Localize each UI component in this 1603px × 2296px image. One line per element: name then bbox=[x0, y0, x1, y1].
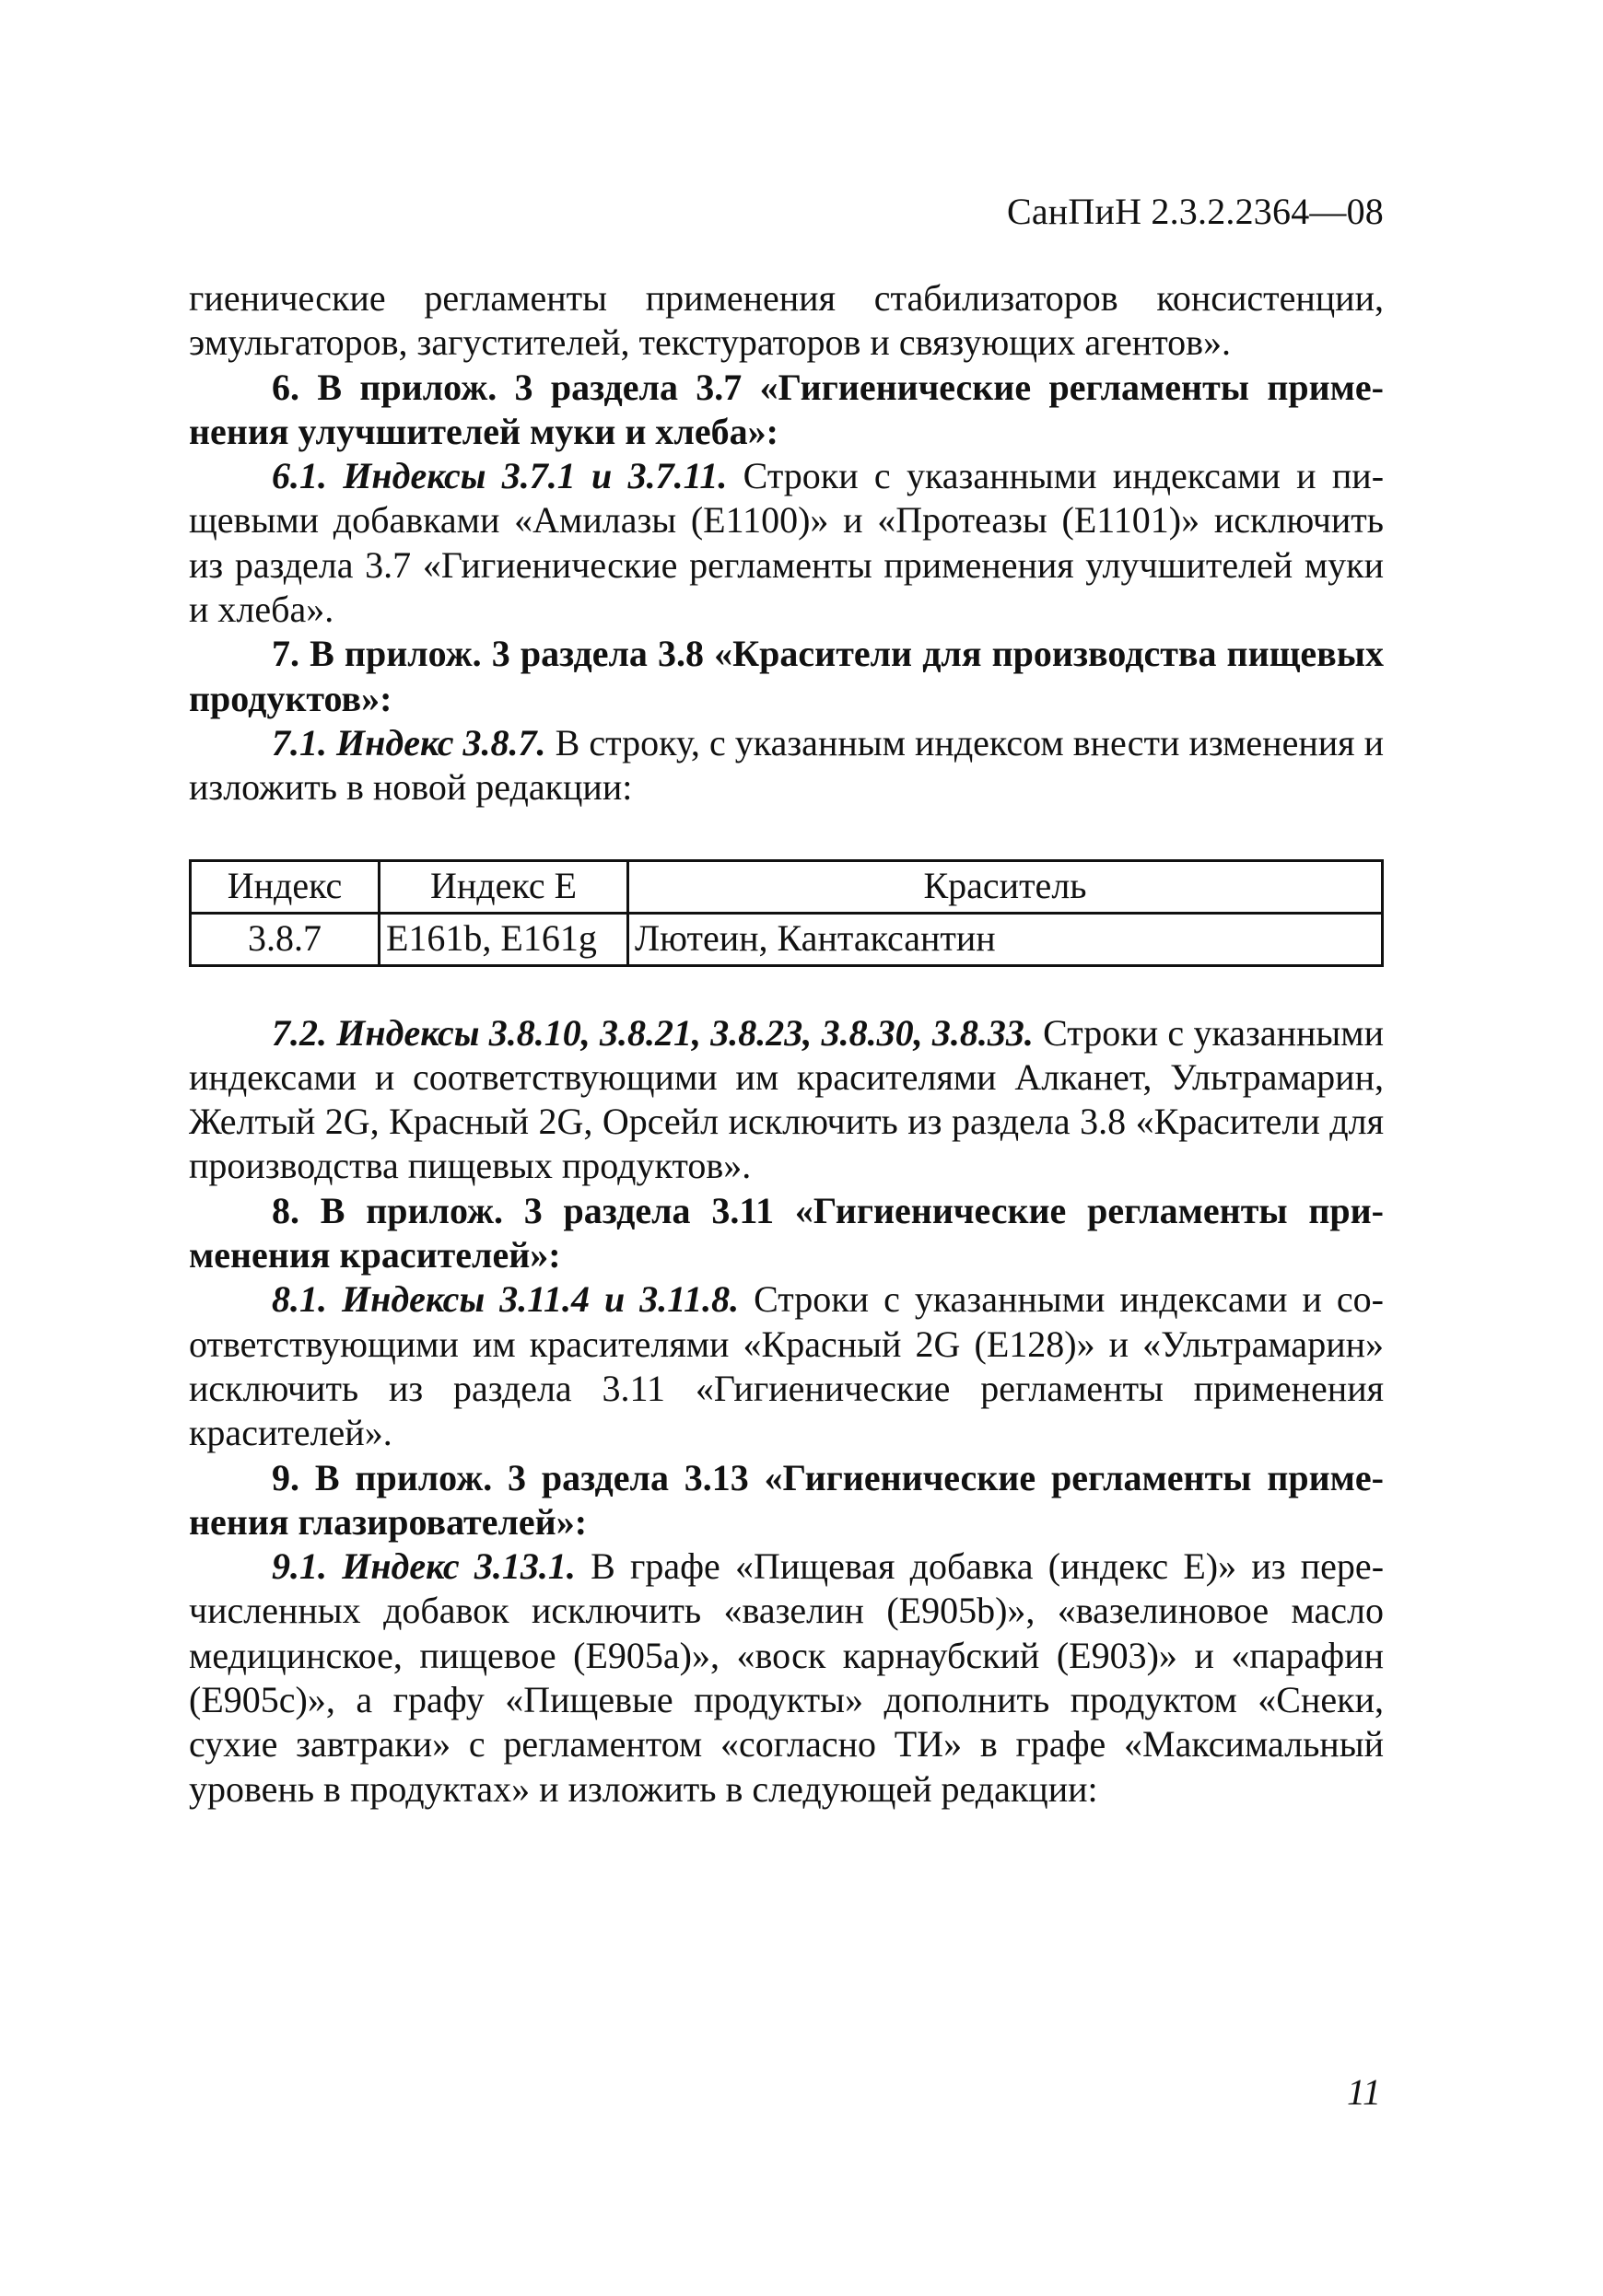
paragraph-text: В графе «Пищевая добавка (индекс Е)» из перечисленных добавок исключить «вазелин (E905b)», «вазелиновое масло медицинское, пищевое (E905a)», «воск карнаубский (E903)» и «парафин (E905c)», а графу «Пищевые продукты» дополнить продуктом «Снеки, сухие завтраки» с регламентом «согласно ТИ» в графе «Максимальный уровень в продуктах» и изложить в следующей редакции: bbox=[189, 1545, 1385, 1810]
cell-dye: Лютеин, Кантаксантин bbox=[628, 913, 1383, 965]
document-code-header: СанПиН 2.3.2.2364—08 bbox=[1006, 191, 1384, 232]
paragraph-7-2 bbox=[189, 1011, 1384, 1189]
paragraph-text: Строки с указанными индексами и пищевыми добавками «Амилазы (E1100)» и «Протеазы (E1101)» исключить из раздела 3.7 «Гигиенические регламенты применения улучшителей муки и хлеба». bbox=[189, 455, 1385, 631]
paragraph-lead: 8.1. Индексы 3.11.4 и 3.11.8. bbox=[272, 1278, 740, 1321]
table-header-row bbox=[191, 860, 1383, 913]
section-heading-9: 9. В прилож. 3 раздела 3.13 «Гигиенические регламенты применения глазирователей»: bbox=[189, 1456, 1384, 1543]
paragraph-lead: 7.2. Индексы 3.8.10, 3.8.21, 3.8.23, 3.8.30, 3.8.33. bbox=[272, 1011, 1034, 1054]
page-number: 11 bbox=[1347, 2071, 1382, 2113]
cell-e-index: E161b, E161g bbox=[380, 913, 628, 965]
dye-table-wrapper bbox=[189, 859, 1384, 967]
paragraph-text: Строки с указанными индексами и соответствующими им красителями Алканет, Ультрамарин, Желтый 2G, Красный 2G, Орсейл исключить из раздела 3.8 «Красители для производства пищевых продуктов». bbox=[189, 1011, 1384, 1187]
section-heading-7: 7. В прилож. 3 раздела 3.8 «Красители для производства пищевых продуктов»: bbox=[189, 633, 1384, 719]
paragraph-lead: 9.1. Индекс 3.13.1. bbox=[272, 1545, 576, 1588]
paragraph-lead: 6.1. Индексы 3.7.1 и 3.7.11. bbox=[272, 455, 728, 497]
paragraph-8-1 bbox=[189, 1277, 1384, 1455]
paragraph-continuation: гиенические регламенты применения стабилизаторов консистенции, эмульгаторов, загустителей, текстураторов и связующих агентов». bbox=[189, 277, 1384, 364]
header-cell-dye: Краситель bbox=[628, 860, 1383, 913]
paragraph-6-1 bbox=[189, 454, 1384, 632]
cell-index: 3.8.7 bbox=[191, 913, 380, 965]
section-heading-6: 6. В прилож. 3 раздела 3.7 «Гигиенические регламенты применения улучшителей муки и хлеба»: bbox=[189, 366, 1384, 452]
paragraph-9-1 bbox=[189, 1544, 1384, 1812]
document-body bbox=[189, 276, 1384, 1812]
paragraph-text: Строки с указанными индексами и соответствующими им красителями «Красный 2G (E128)» и «Ультрамарин» исключить из раздела 3.11 «Гигиенические регламенты применения красителей». bbox=[189, 1278, 1384, 1454]
paragraph-text: В строку, с указанным индексом внести изменения и изложить в новой редакции: bbox=[189, 721, 1385, 809]
paragraph-7-1 bbox=[189, 721, 1384, 810]
section-heading-8: 8. В прилож. 3 раздела 3.11 «Гигиенические регламенты применения красителей»: bbox=[189, 1189, 1384, 1276]
header-cell-e-index: Индекс Е bbox=[380, 860, 628, 913]
paragraph-lead: 7.1. Индекс 3.8.7. bbox=[272, 721, 546, 763]
table-row bbox=[191, 913, 1383, 965]
dye-table bbox=[189, 859, 1384, 967]
header-cell-index: Индекс bbox=[191, 860, 380, 913]
